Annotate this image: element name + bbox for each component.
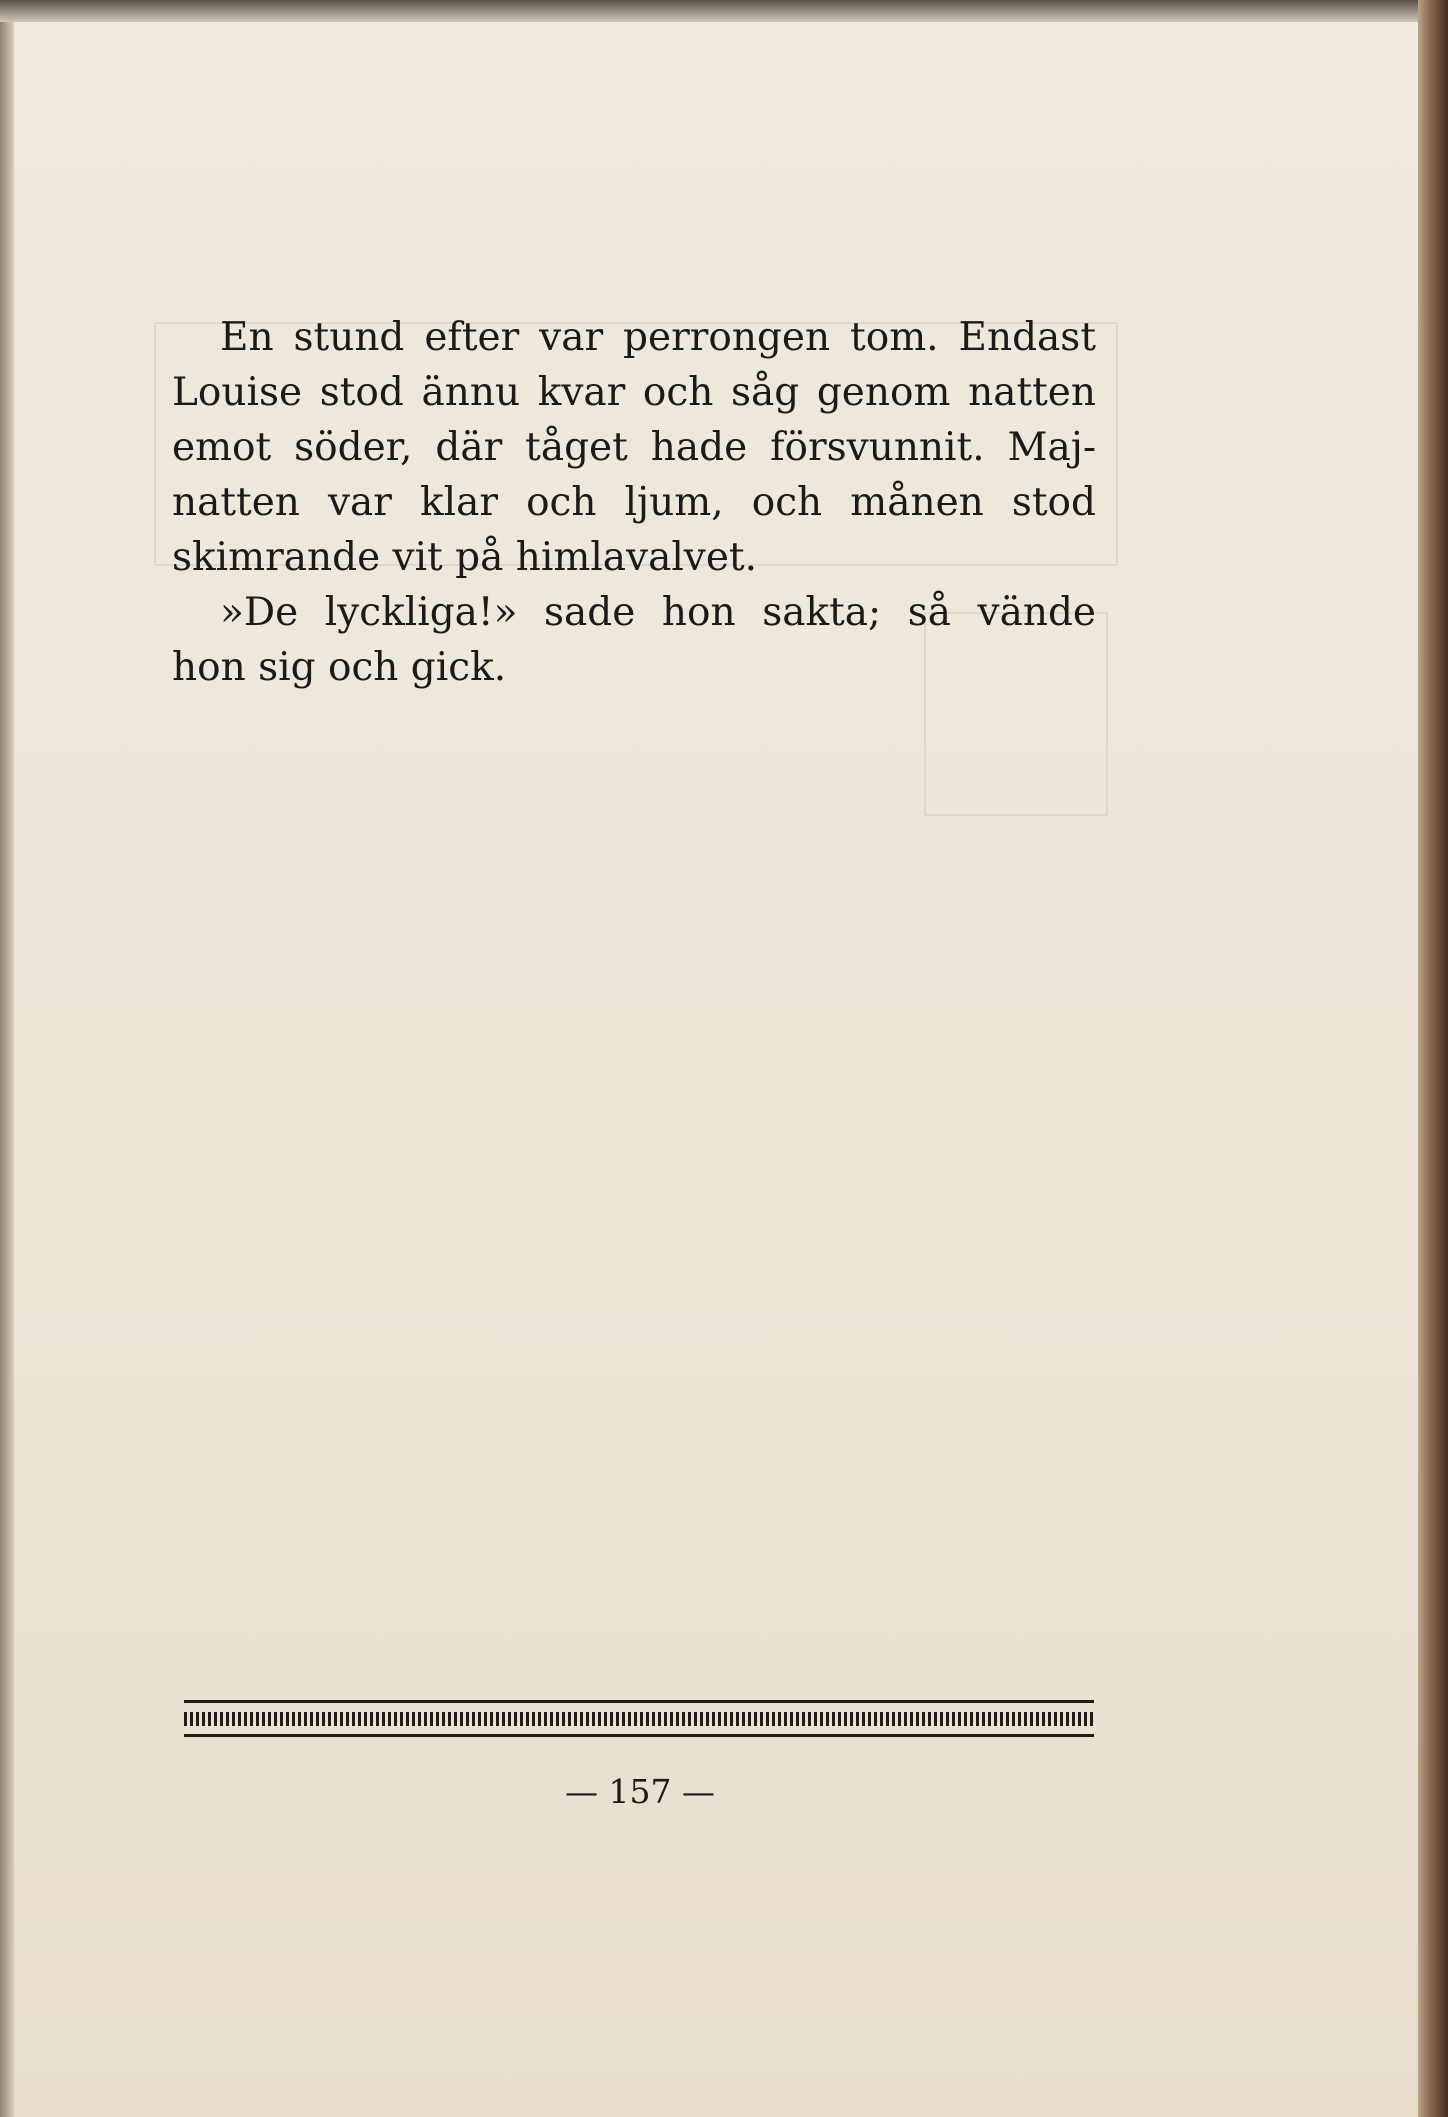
body-text (172, 310, 1096, 695)
page-left-edge (0, 0, 14, 2117)
book-cover-edge (1418, 0, 1448, 2117)
page-number: — 157 — (565, 1772, 715, 1811)
page-top-edge (0, 0, 1448, 22)
ornamental-rule-top (184, 1700, 1094, 1703)
paragraph-1: En stund efter var perrongen tom. Endast Louise stod ännu kvar och såg genom natten emot söder, där tåget hade försvunnit. Majnatten var klar och ljum, och månen stod skimrande vit på himlavalvet. (172, 315, 1096, 580)
ornamental-rule-bottom (184, 1734, 1094, 1737)
paragraph-2: »De lyckliga!» sade hon sakta; så vände hon sig och gick. (172, 590, 1096, 690)
ornamental-rule-dotted (184, 1712, 1094, 1726)
